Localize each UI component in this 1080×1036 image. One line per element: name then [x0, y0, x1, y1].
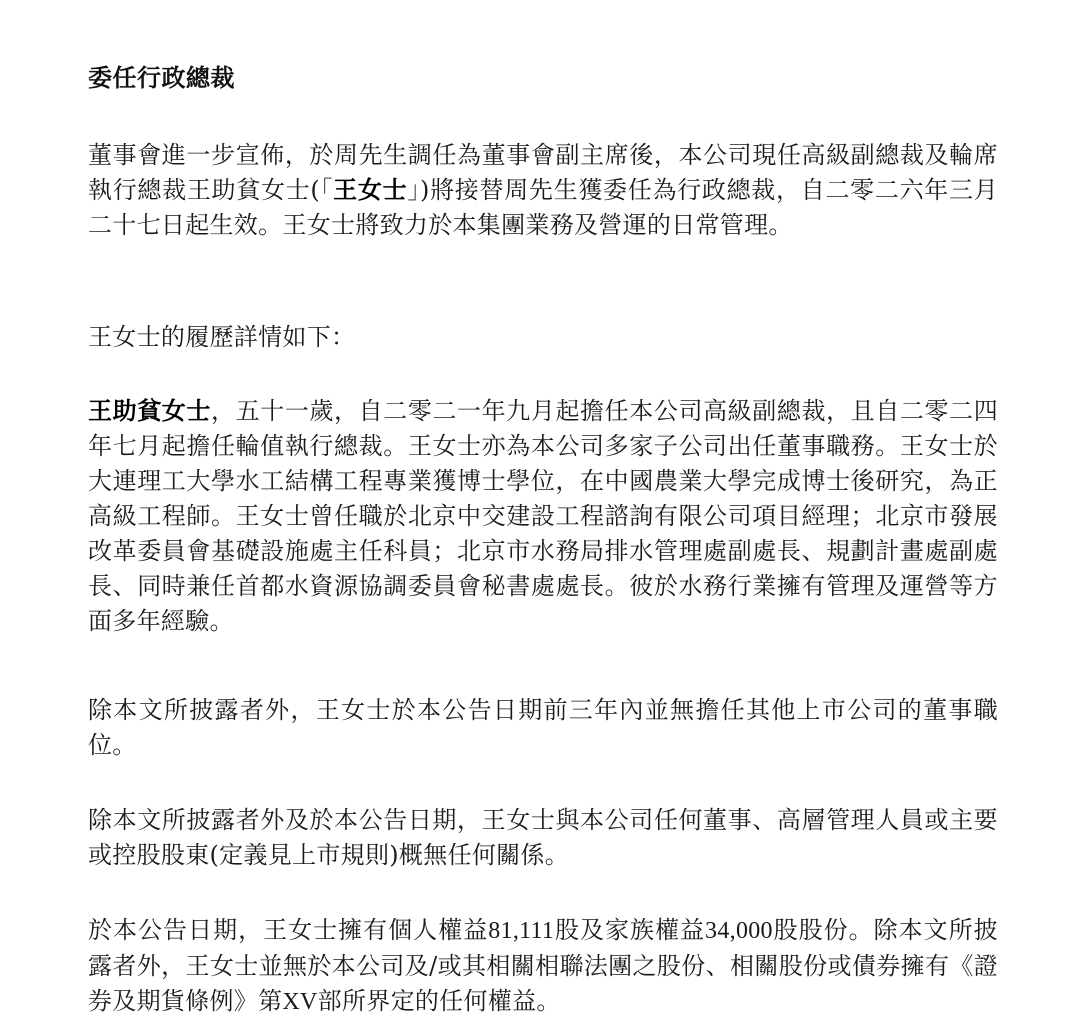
section-title: 委任行政總裁	[88, 64, 235, 92]
paragraph-text: 股及家族權益	[554, 916, 706, 944]
paragraph-interests	[88, 913, 998, 1020]
paragraph-text: 」)將接替周先生獲委任為行政總裁，自二零二六年三月二十七日起生效。王女士將致力於本集團業務及營運的日常管理。	[88, 176, 998, 239]
paragraph-appointment	[88, 138, 998, 243]
document-page	[88, 60, 998, 1015]
paragraph-text: 股股份。除本文所披露者外，王女士並無於本公司及/或其相關相聯法團之股份、相關股份或債券擁有《證券及期貨條例》第	[88, 916, 998, 1015]
personal-shares-value: 81,111	[488, 918, 555, 944]
defined-term-ms-wang: 王女士	[333, 176, 408, 204]
paragraph-text: 於本公告日期，王女士擁有個人權益	[88, 916, 489, 944]
paragraph-text: 部所界定的任何權益。	[317, 987, 561, 1015]
paragraph-relationships: 除本文所披露者外及於本公告日期，王女士與本公司任何董事、高層管理人員或主要或控股股東(定義見上市規則)概無任何關係。	[88, 806, 998, 869]
person-name: 王助貧女士	[88, 397, 212, 425]
family-shares-value: 34,000	[705, 918, 773, 944]
paragraph-directorships: 除本文所披露者外，王女士於本公告日期前三年內並無擔任其他上市公司的董事職位。	[88, 696, 998, 759]
paragraph-text: ，五十一歲，自二零二一年九月起擔任本公司高級副總裁，且自二零二四年七月起擔任輪值執行總裁。王女士亦為本公司多家子公司出任董事職務。王女士於大連理工大學水工結構工程專業獲博士學位，在中國農業大學完成博士後研究，為正高級工程師。王女士曾任職於北京中交建設工程諮詢有限公司項目經理；北京市發展改革委員會基礎設施處主任科員；北京市水務局排水管理處副處長、規劃計畫處副處長、同時兼任首都水資源協調委員會秘書處處長。彼於水務行業擁有管理及運營等方面多年經驗。	[88, 397, 998, 635]
ordinance-part-number: XV	[282, 989, 318, 1015]
paragraph-biography	[88, 394, 998, 639]
paragraph-text: 董事會進一步宣佈，於周先生調任為董事會副主席後，本公司現任高級副總裁及輪席執行總裁王助貧女士(「	[88, 141, 998, 204]
paragraph-biography-intro: 王女士的履歷詳情如下：	[88, 323, 356, 351]
